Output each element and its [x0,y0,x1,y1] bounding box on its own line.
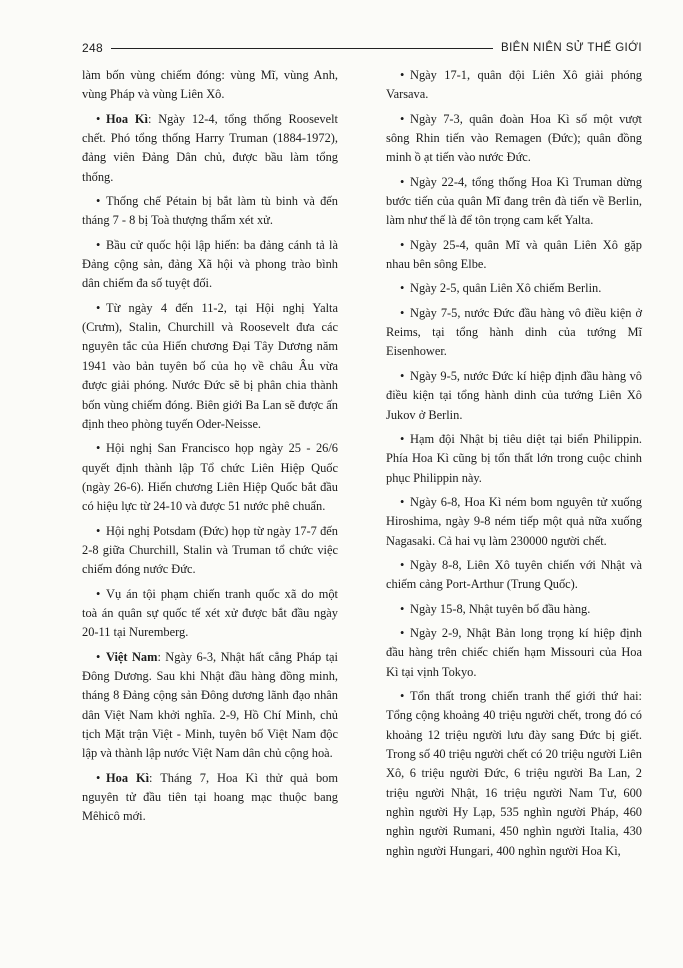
bullet-icon: • [96,523,101,538]
paragraph [386,624,642,682]
paragraph-text: Ngày 7-5, nước Đức đầu hàng vô điều kiện ở Reims, tại tổng hành dinh của tướng Mĩ Eisenhower. [386,305,642,359]
bullet-icon: • [400,111,405,126]
paragraph-text: Ngày 7-3, quân đoàn Hoa Kì số một vượt sông Rhin tiến vào Remagen (Đức); quân đồng minh ồ ạt tiến vào nước Đức. [386,111,642,165]
paragraph [386,173,642,231]
paragraph-text: Ngày 6-8, Hoa Kì ném bom nguyên tử xuống Hiroshima, ngày 9-8 ném tiếp một quả nữa xuống Nagasaki. Cả hai vụ làm 230000 người chết. [386,494,642,548]
bullet-icon: • [96,649,101,664]
paragraph [82,192,338,231]
paragraph [386,600,642,619]
paragraph [82,236,338,294]
paragraph [82,769,338,827]
bullet-icon: • [400,557,405,572]
paragraph [82,439,338,516]
paragraph [82,585,338,643]
paragraph-text: Ngày 22-4, tổng thống Hoa Kì Truman dừng bước tiến của quân Mĩ đang trên đà tiến về Berlin, làm như thế là để tôn trọng cam kết Yalta. [386,174,642,228]
bullet-icon: • [400,237,405,252]
page-number: 248 [82,41,103,55]
paragraph-text: Ngày 8-8, Liên Xô tuyên chiến với Nhật và chiếm cảng Port-Arthur (Trung Quốc). [386,557,642,592]
paragraph-text: Ngày 9-5, nước Đức kí hiệp định đầu hàng vô điều kiện tại tổng hành dinh của tướng Liên Xô Jukov ở Berlin. [386,368,642,422]
paragraph [82,648,338,764]
paragraph [82,299,338,434]
paragraph [386,66,642,105]
paragraph-text: Hạm đội Nhật bị tiêu diệt tại biển Philippin. Phía Hoa Kì cũng bị tổn thất lớn trong cuộc chinh phục Philippin này. [386,431,642,485]
paragraph [386,556,642,595]
paragraph-lead: Việt Nam [106,649,158,664]
paragraph [386,279,642,298]
bullet-icon: • [400,601,405,616]
bullet-icon: • [400,281,405,296]
paragraph-text: Ngày 15-8, Nhật tuyên bố đầu hàng. [410,601,591,616]
paragraph [82,522,338,580]
paragraph-text: Vụ án tội phạm chiến tranh quốc xã do một toà án quân sự quốc tế xét xử được bắt đầu ngày 20-11 tại Nuremberg. [82,586,338,640]
paragraph-text: Hội nghị San Francisco họp ngày 25 - 26/6 quyết định thành lập Tổ chức Liên Hiệp Quốc (ngày 26-6). Hiến chương Liên Hiệp Quốc bắt đầu có hiệu lực từ 24-10 và được 51 nước phê chuẩn. [82,441,338,514]
bullet-icon: • [400,174,405,189]
running-title: BIÊN NIÊN SỬ THẾ GIỚI [501,42,642,54]
bullet-icon: • [96,111,101,126]
bullet-icon: • [400,305,405,320]
bullet-icon: • [400,625,405,640]
bullet-icon: • [400,368,405,383]
paragraph [82,110,338,187]
bullet-icon: • [96,194,101,209]
paragraph-lead: Hoa Kì [106,770,150,785]
paragraph-text: Ngày 2-9, Nhật Bản long trọng kí hiệp định đầu hàng trên chiếc chiến hạm Missouri của Hoa Kì tại vịnh Tokyo. [386,625,642,679]
paragraph [386,304,642,362]
paragraph [82,66,338,105]
bullet-icon: • [96,770,101,785]
bullet-icon: • [96,300,101,315]
bullet-icon: • [400,688,405,703]
bullet-icon: • [400,68,405,82]
paragraph [386,236,642,275]
paragraph [386,493,642,551]
paragraph-text: Từ ngày 4 đến 11-2, tại Hội nghị Yalta (Crưm), Stalin, Churchill và Roosevelt đưa các nguyên tắc của Hiến chương Đại Tây Dương năm 1941 vào bản tuyên bố của họ về châu Âu vừa được giải phóng. Nước Đức sẽ bị phân chia thành bốn vùng chiếm đóng. Biên giới Ba Lan sẽ được ấn định theo phòng tuyến Oder-Neisse. [82,300,338,431]
right-column [386,66,642,866]
paragraph-text: Bầu cử quốc hội lập hiến: ba đảng cánh tả là Đảng cộng sản, đảng Xã hội và phong trào bình dân chiếm đa số tuyệt đối. [82,237,338,291]
bullet-icon: • [96,441,101,456]
paragraph [386,367,642,425]
paragraph [386,110,642,168]
paragraph-text: : Ngày 12-4, tổng thống Roosevelt chết. Phó tổng thống Harry Truman (1884-1972), đảng viên Đảng Dân chủ, được bầu làm tổng thống. [82,111,338,184]
bullet-icon: • [400,431,405,446]
paragraph-text: Thống chế Pétain bị bắt làm tù binh và đến tháng 7 - 8 bị Toà thượng thẩm xét xử. [82,194,338,228]
paragraph [386,430,642,488]
paragraph-text: Hội nghị Potsdam (Đức) họp từ ngày 17-7 đến 2-8 giữa Churchill, Stalin và Truman tổ chức việc chiếm đóng nước Đức. [82,523,338,577]
paragraph-text: : Ngày 6-3, Nhật hất cẳng Pháp tại Đông Dương. Sau khi Nhật đầu hàng đồng minh, tháng 8 Đảng cộng sản Đông dương lãnh đạo nhân dân Việt Nam khởi nghĩa. 2-9, Hồ Chí Minh, chủ tịch Mặt trận Việt - Minh, tuyên bố Việt Nam độc lập và thành lập nước Việt Nam dân chủ cộng hoà. [82,649,338,761]
paragraph-text: : Tháng 7, Hoa Kì thử quả bom nguyên tử đầu tiên tại hoang mạc thuộc bang Mêhicô mới. [82,770,338,824]
paragraph-text: Ngày 2-5, quân Liên Xô chiếm Berlin. [410,281,602,296]
bullet-icon: • [96,586,101,601]
header-rule [111,48,493,49]
paragraph-text: làm bốn vùng chiếm đóng: vùng Mĩ, vùng Anh, vùng Pháp và vùng Liên Xô. [82,68,338,102]
paragraph-text: Tổn thất trong chiến tranh thế giới thứ hai: Tổng cộng khoảng 40 triệu người chết, trong đó có khoảng 12 triệu người lưu đày sang Đức bị giết. Trong số 40 triệu người chết có 20 triệu người Liên Xô, 6 triệu người Đức, 6 triệu người Ba Lan, 2 triệu người Nhật, 16 triệu người Nam Tư, 600 nghìn người Hy Lạp, 535 nghìn người Pháp, 460 nghìn người Rumani, 450 nghìn người Italia, 430 nghìn người Hungari, 400 nghìn người Hoa Kì, [386,688,642,858]
bullet-icon: • [400,494,405,509]
paragraph-text: Ngày 17-1, quân đội Liên Xô giải phóng Varsava. [386,68,642,102]
left-column [82,66,338,832]
page-header [82,38,642,58]
paragraph-lead: Hoa Kì [106,111,148,126]
bullet-icon: • [96,237,101,252]
paragraph [386,687,642,861]
paragraph-text: Ngày 25-4, quân Mĩ và quân Liên Xô gặp nhau bên sông Elbe. [386,237,642,272]
